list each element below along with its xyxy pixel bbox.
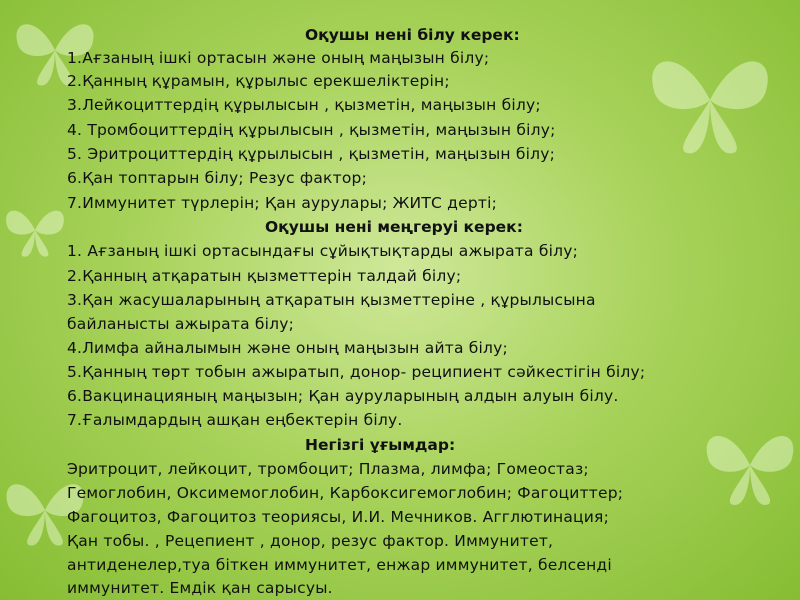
master-item: 7.Ғалымдардың ашқан еңбектерін білу. bbox=[67, 411, 403, 429]
know-item: 7.Иммунитет түрлерін; Қан аурулары; ЖИТС дерті; bbox=[67, 194, 498, 212]
concepts-line: Қан тобы. , Рецепиент , донор, резус фактор. Иммунитет, bbox=[67, 532, 554, 550]
master-item: 5.Қанның төрт тобын ажыратып, донор- реципиент сәйкестігін білу; bbox=[67, 363, 646, 381]
know-item: 4. Тромбоциттердің құрылысын , қызметін, маңызын білу; bbox=[67, 121, 556, 139]
concepts-line: антиденелер,туа біткен иммунитет, енжар иммунитет, белсенді bbox=[67, 556, 612, 574]
know-item: 1.Ағзаның ішкі ортасын және оның маңызын білу; bbox=[67, 49, 490, 67]
master-item: 3.Қан жасушаларының атқаратын қызметтеріне , құрылысына bbox=[67, 291, 596, 309]
concepts-line: Эритроцит, лейкоцит, тромбоцит; Плазма, лимфа; Гомеостаз; bbox=[67, 460, 589, 478]
master-item: 1. Ағзаның ішкі ортасындағы сұйықтықтарды ажырата білу; bbox=[67, 242, 579, 260]
concepts-line: иммунитет. Емдік қан сарысуы. bbox=[67, 579, 333, 597]
master-item: 2.Қанның атқаратын қызметтерін талдай білу; bbox=[67, 267, 462, 285]
master-item: 4.Лимфа айналымын және оның маңызын айта білу; bbox=[67, 339, 508, 357]
know-item: 3.Лейкоциттердің құрылысын , қызметін, маңызын білу; bbox=[67, 96, 541, 114]
concepts-line: Фагоцитоз, Фагоцитоз теориясы, И.И. Мечников. Агглютинация; bbox=[67, 508, 610, 526]
know-item: 2.Қанның құрамын, құрылыс ерекшеліктерін; bbox=[67, 72, 450, 90]
heading-concepts: Негізгі ұғымдар: bbox=[305, 436, 456, 454]
heading-master: Оқушы нені меңгеруі керек: bbox=[265, 218, 523, 236]
heading-know: Оқушы нені білу керек: bbox=[305, 26, 520, 44]
know-item: 5. Эритроциттердің құрылысын , қызметін, маңызын білу; bbox=[67, 145, 556, 163]
master-item: 6.Вакцинацияның маңызын; Қан ауруларының алдын алуын білу. bbox=[67, 387, 619, 405]
master-item: байланысты ажырата білу; bbox=[67, 315, 295, 333]
concepts-line: Гемоглобин, Оксимемоглобин, Карбоксигемоглобин; Фагоциттер; bbox=[67, 484, 624, 502]
know-item: 6.Қан топтарын білу; Резус фактор; bbox=[67, 169, 367, 187]
